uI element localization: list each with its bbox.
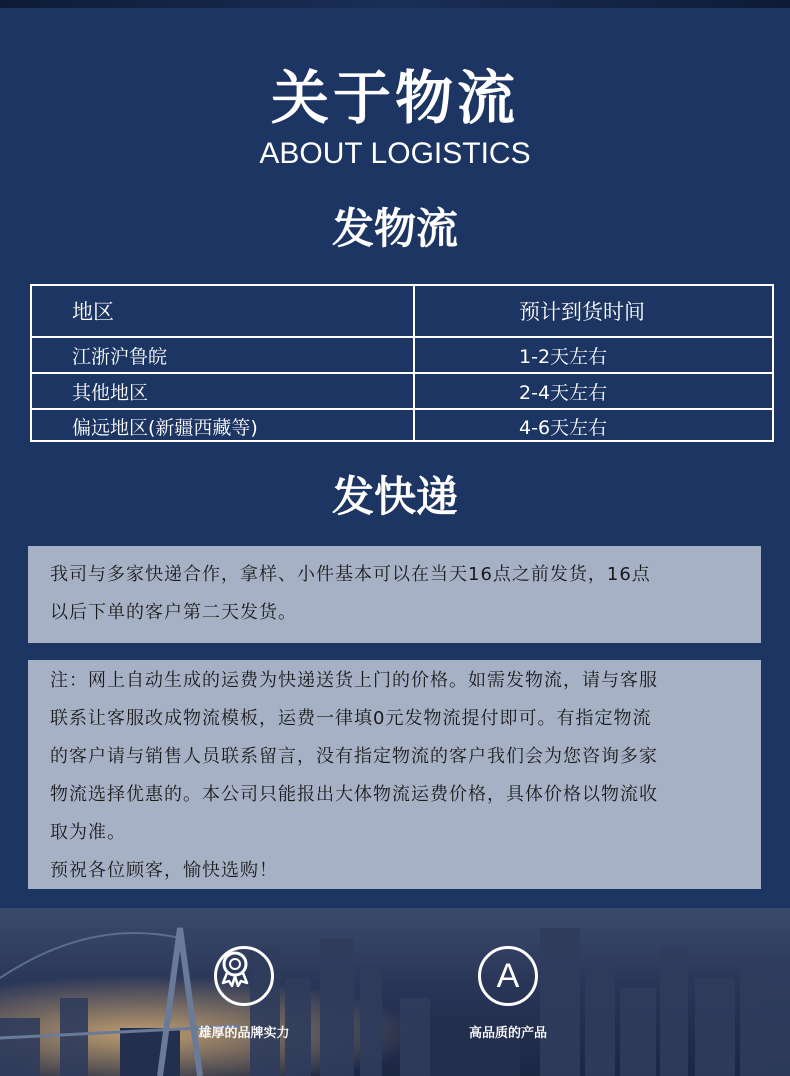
note-line: 联系让客服改成物流模板，运费一律填0元发物流提付即可。有指定物流 — [50, 708, 652, 729]
table-row — [32, 410, 772, 442]
logistics-section-title: 发物流 — [331, 204, 458, 253]
region-cell: 江浙沪鲁皖 — [32, 338, 415, 372]
letter-a-icon — [478, 946, 538, 1006]
page-subtitle: ABOUT LOGISTICS — [259, 137, 531, 170]
region-cell: 其他地区 — [32, 374, 415, 408]
letter-a-glyph: A — [496, 957, 520, 995]
region-cell: 偏远地区(新疆西藏等) — [32, 410, 415, 442]
table-row — [32, 338, 772, 374]
note-line: 预祝各位顾客，愉快选购！ — [50, 860, 278, 881]
delivery-time-table — [30, 284, 774, 442]
shipping-note-box — [28, 660, 761, 889]
table-row — [32, 374, 772, 410]
note-line: 注：网上自动生成的运费为快递送货上门的价格。如需发物流，请与客服 — [50, 670, 658, 691]
arrival-time-cell: 1-2天左右 — [519, 345, 608, 368]
note-line: 的客户请与销售人员联系留言，没有指定物流的客户我们会为您咨询多家 — [50, 746, 658, 767]
column-header-region: 地区 — [32, 286, 415, 336]
info-line: 我司与多家快递合作，拿样、小件基本可以在当天16点之前发货，16点 — [50, 564, 651, 585]
table-header-row — [32, 286, 772, 338]
city-skyline-image — [0, 908, 790, 1076]
arrival-time-cell: 4-6天左右 — [519, 416, 608, 439]
info-line: 以后下单的客户第二天发货。 — [50, 602, 297, 623]
badge-label: 雄厚的品牌实力 — [198, 1026, 290, 1041]
award-medal-icon — [214, 946, 274, 1006]
express-info-box — [28, 546, 761, 643]
note-line: 取为准。 — [50, 822, 126, 843]
arrival-time-cell: 2-4天左右 — [519, 381, 608, 404]
badge-label: 高品质的产品 — [468, 1026, 547, 1041]
city-skyline-banner — [0, 908, 790, 1076]
column-header-arrival-time: 预计到货时间 — [519, 300, 645, 324]
note-line: 物流选择优惠的。本公司只能报出大体物流运费价格，具体价格以物流收 — [50, 784, 658, 805]
express-section-title: 发快递 — [331, 472, 458, 521]
top-strip — [0, 0, 790, 8]
page-title: 关于物流 — [270, 64, 519, 132]
